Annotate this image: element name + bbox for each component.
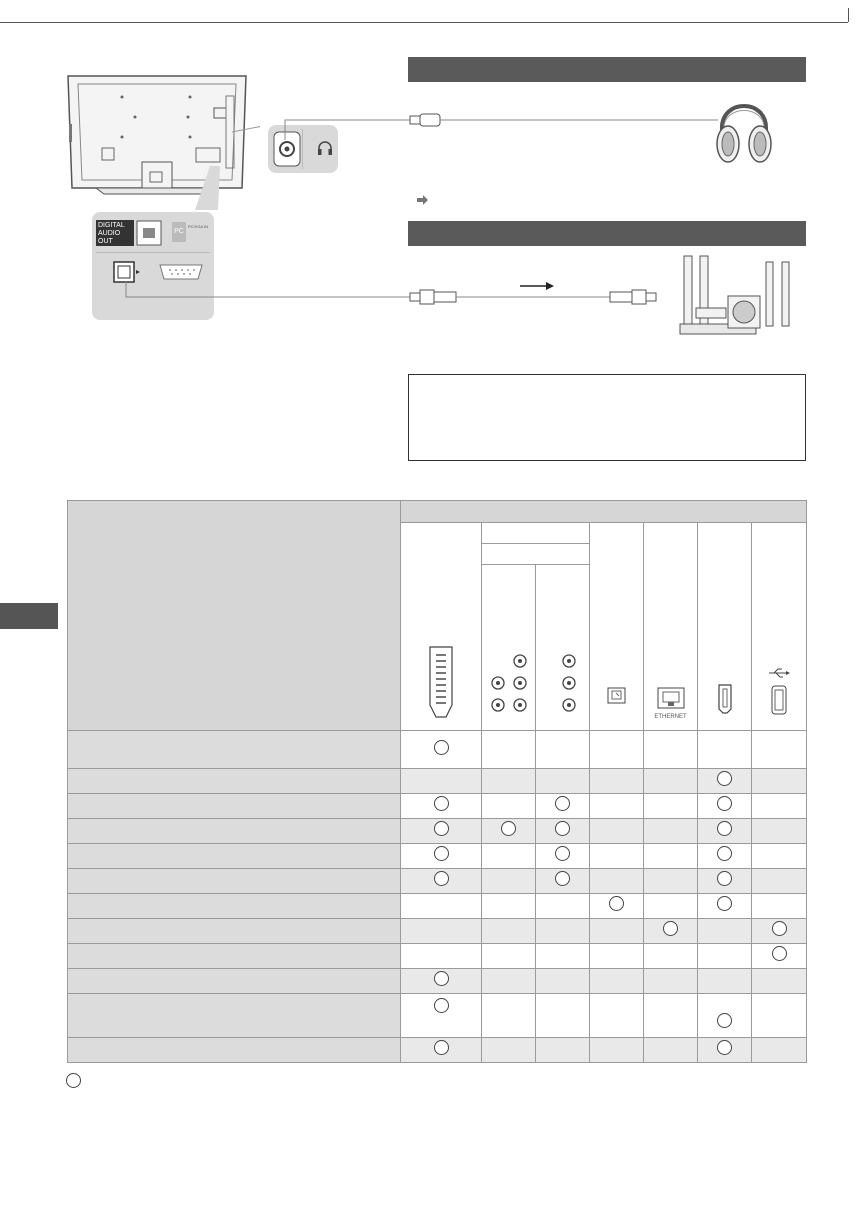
connection-cell — [644, 769, 698, 794]
connection-cell — [698, 869, 752, 894]
supported-circle-icon — [434, 821, 449, 836]
supported-circle-icon — [434, 796, 449, 811]
connection-cell — [536, 919, 590, 944]
analog-group-header — [482, 523, 590, 544]
connection-cell — [401, 969, 482, 994]
pc-vga-port — [158, 264, 204, 280]
connection-cell — [644, 919, 698, 944]
connection-cell — [752, 869, 807, 894]
legend — [66, 1073, 81, 1093]
usb-symbol-icon — [767, 666, 791, 680]
connection-cell — [536, 769, 590, 794]
ethernet-caption: ETHERNET — [654, 714, 687, 720]
row-label-cell — [68, 844, 401, 869]
table-row — [68, 1038, 807, 1063]
connection-cell — [482, 894, 536, 919]
row-label-cell — [68, 894, 401, 919]
connection-cell — [482, 919, 536, 944]
pc-badge: PC — [172, 222, 186, 242]
supported-circle-icon — [434, 998, 449, 1013]
connection-cell — [644, 969, 698, 994]
connection-cell — [698, 769, 752, 794]
connection-cell — [536, 844, 590, 869]
connection-cell — [590, 969, 644, 994]
table-row — [68, 994, 807, 1038]
row-label-cell — [68, 731, 401, 769]
connection-cell — [401, 894, 482, 919]
connection-cell — [482, 769, 536, 794]
digital-audio-column-header — [590, 523, 644, 731]
supported-circle-icon — [555, 821, 570, 836]
supported-circle-icon — [717, 896, 732, 911]
connection-cell — [752, 731, 807, 769]
scart-icon — [426, 645, 456, 719]
supported-circle-icon — [772, 921, 787, 936]
digital-audio-icon — [607, 687, 627, 705]
headphones-illustration — [712, 88, 778, 174]
supported-circle-icon — [717, 796, 732, 811]
connection-cell — [644, 894, 698, 919]
reference-arrow-icon — [416, 194, 430, 206]
connection-cell — [482, 969, 536, 994]
table-row — [68, 894, 807, 919]
digital-audio-out-label: DIGITAL AUDIO OUT — [96, 220, 134, 246]
table-row — [68, 731, 807, 769]
connection-cell — [482, 731, 536, 769]
connection-cell — [401, 794, 482, 819]
connection-cell — [698, 844, 752, 869]
row-label-cell — [68, 994, 401, 1038]
connection-cell — [401, 844, 482, 869]
supported-circle-icon — [717, 821, 732, 836]
connection-cell — [482, 994, 536, 1038]
usb-icon — [770, 685, 788, 715]
audio-equipment-section-band — [408, 221, 806, 246]
connection-cell — [590, 869, 644, 894]
hdmi-icon — [715, 683, 735, 715]
supported-circle-icon — [434, 971, 449, 986]
headphone-cable — [280, 110, 740, 140]
connection-cell — [698, 894, 752, 919]
row-label-cell — [68, 794, 401, 819]
row-label-cell — [68, 769, 401, 794]
connection-cell — [590, 731, 644, 769]
connection-cell — [401, 731, 482, 769]
connection-cell — [590, 819, 644, 844]
connection-table-body — [68, 731, 807, 1063]
connection-cell — [590, 894, 644, 919]
supported-circle-icon — [717, 771, 732, 786]
supported-circle-icon — [717, 846, 732, 861]
connection-cell — [752, 844, 807, 869]
connection-cell — [401, 994, 482, 1038]
supported-circle-icon — [434, 846, 449, 861]
connection-cell — [698, 819, 752, 844]
connection-cell — [644, 819, 698, 844]
connection-cell — [590, 844, 644, 869]
connection-cell — [590, 919, 644, 944]
connection-cell — [698, 794, 752, 819]
cut-tick — [848, 8, 849, 22]
connection-cell — [590, 994, 644, 1038]
connection-cell — [698, 944, 752, 969]
legend-circle-icon — [66, 1073, 81, 1088]
connection-cell — [752, 769, 807, 794]
ethernet-icon — [655, 687, 687, 709]
supported-circle-icon — [434, 740, 449, 755]
connection-cell — [401, 1038, 482, 1063]
table-row — [68, 819, 807, 844]
pc-port-caption: PC/XGA IN — [188, 224, 209, 229]
row-label-cell — [68, 819, 401, 844]
row-label-cell — [68, 919, 401, 944]
connection-cell — [401, 819, 482, 844]
av-composite-icon — [543, 651, 583, 715]
table-row — [68, 844, 807, 869]
connection-cell — [590, 944, 644, 969]
connection-cell — [482, 869, 536, 894]
table-row — [68, 769, 807, 794]
connection-cell — [536, 944, 590, 969]
connection-cell — [536, 994, 590, 1038]
connection-cell — [698, 1038, 752, 1063]
hdmi-column-header — [698, 523, 752, 731]
table-row — [68, 794, 807, 819]
terminal-header — [401, 501, 807, 523]
table-row — [68, 944, 807, 969]
connection-cell — [401, 944, 482, 969]
panel-rule — [96, 252, 210, 253]
table-row — [68, 869, 807, 894]
headphone-icon — [316, 139, 334, 157]
section-side-tab — [0, 603, 58, 629]
supported-circle-icon — [717, 871, 732, 886]
connection-cell — [590, 794, 644, 819]
connection-cell — [752, 944, 807, 969]
connection-cell — [482, 1038, 536, 1063]
connection-table — [67, 500, 807, 1063]
supported-circle-icon — [434, 1040, 449, 1055]
connection-cell — [401, 769, 482, 794]
optical-port-icon — [136, 220, 162, 246]
supported-circle-icon — [555, 871, 570, 886]
headphones-section-band — [408, 57, 806, 82]
supported-circle-icon — [717, 1013, 732, 1028]
connection-cell — [482, 794, 536, 819]
connection-cell — [401, 919, 482, 944]
headphones-section-title — [408, 62, 416, 77]
analog-subgroup-header — [482, 544, 590, 565]
connection-cell — [401, 869, 482, 894]
supported-circle-icon — [555, 846, 570, 861]
connection-cell — [644, 869, 698, 894]
connection-cell — [482, 944, 536, 969]
optical-cable — [120, 282, 670, 312]
connection-cell — [536, 794, 590, 819]
connection-cell — [752, 969, 807, 994]
connection-cell — [536, 819, 590, 844]
connection-cell — [752, 794, 807, 819]
component-icon — [486, 651, 532, 715]
connection-cell — [752, 894, 807, 919]
scart-column-header — [401, 523, 482, 731]
table-corner-cell — [68, 501, 401, 731]
av-column-header — [536, 565, 590, 731]
note-box — [408, 374, 806, 461]
supported-circle-icon — [663, 921, 678, 936]
table-row — [68, 969, 807, 994]
supported-circle-icon — [434, 871, 449, 886]
row-label-cell — [68, 869, 401, 894]
connection-cell — [590, 1038, 644, 1063]
connection-cell — [698, 994, 752, 1038]
connection-cell — [698, 969, 752, 994]
supported-circle-icon — [609, 896, 624, 911]
supported-circle-icon — [772, 946, 787, 961]
audio-equipment-section-title — [408, 226, 416, 241]
connection-cell — [536, 731, 590, 769]
signal-direction-arrow — [518, 280, 558, 290]
row-label-cell — [68, 1038, 401, 1063]
connection-cell — [644, 944, 698, 969]
supported-circle-icon — [501, 821, 516, 836]
cut-line — [0, 22, 848, 23]
connection-cell — [698, 731, 752, 769]
connection-cell — [482, 819, 536, 844]
connection-cell — [482, 844, 536, 869]
component-column-header — [482, 565, 536, 731]
connection-cell — [698, 919, 752, 944]
connection-cell — [644, 844, 698, 869]
connection-cell — [644, 731, 698, 769]
connection-cell — [644, 794, 698, 819]
connection-cell — [644, 994, 698, 1038]
connection-cell — [752, 1038, 807, 1063]
usb-column-header — [752, 523, 807, 731]
ethernet-column-header — [644, 523, 698, 731]
connection-cell — [536, 869, 590, 894]
connection-cell — [536, 969, 590, 994]
table-row — [68, 919, 807, 944]
connection-cell — [752, 819, 807, 844]
row-label-cell — [68, 969, 401, 994]
connection-cell — [536, 1038, 590, 1063]
connection-cell — [752, 919, 807, 944]
home-theatre-illustration — [678, 252, 806, 340]
supported-circle-icon — [555, 796, 570, 811]
connection-cell — [644, 1038, 698, 1063]
supported-circle-icon — [717, 1040, 732, 1055]
connection-cell — [590, 769, 644, 794]
connection-cell — [752, 994, 807, 1038]
connection-cell — [536, 894, 590, 919]
row-label-cell — [68, 944, 401, 969]
